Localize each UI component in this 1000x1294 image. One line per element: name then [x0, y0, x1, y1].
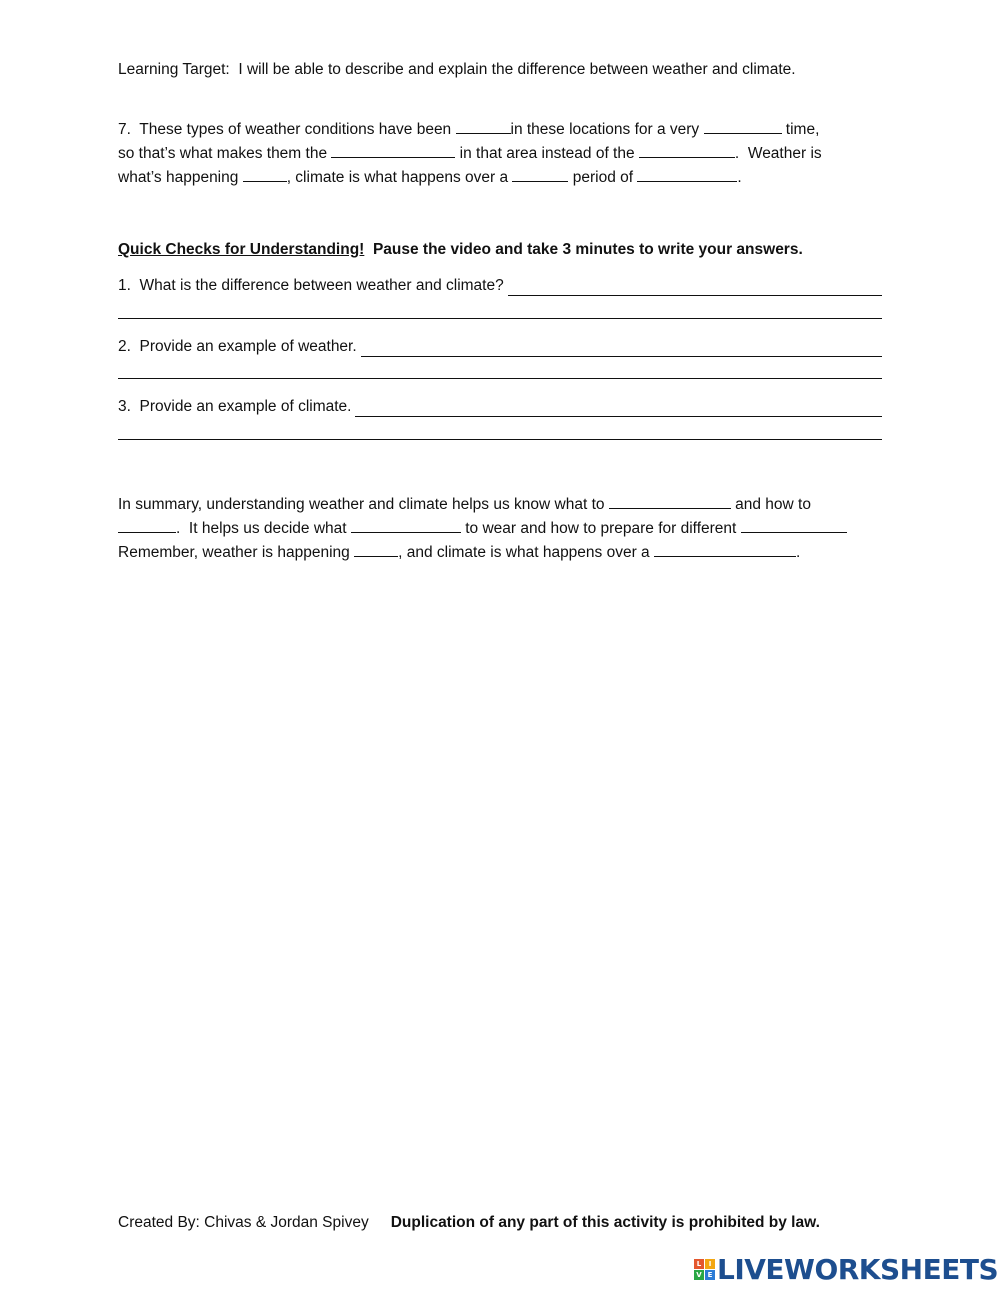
q7-blank-2[interactable] [704, 119, 782, 134]
liveworksheets-logo [694, 1254, 998, 1284]
q7-text: in that area instead of the [455, 145, 639, 162]
q7-text: so that’s what makes them the [118, 145, 332, 162]
footer-credit: Created By: Chivas & Jordan Spivey [118, 1214, 369, 1231]
summary-text: and how to [730, 496, 811, 513]
question-1 [118, 276, 882, 296]
q7-blank-3[interactable] [331, 143, 455, 158]
logo-square-v: V [694, 1270, 704, 1280]
footer [118, 1214, 820, 1232]
summary-text: . It helps us decide what [176, 520, 351, 537]
q7-blank-6[interactable] [512, 167, 568, 182]
q7-line-2 [118, 143, 822, 164]
footer-warning: Duplication of any part of this activity is prohibited by law. [390, 1214, 820, 1231]
q7-text: in these locations for a very [510, 121, 704, 138]
summary-text: to wear and how to prepare for different [460, 520, 741, 537]
logo-text: LIVEWORKSHEETS [717, 1252, 999, 1286]
logo-squares-icon [694, 1259, 715, 1280]
question-3-text: 3. Provide an example of climate. [118, 398, 352, 415]
q7-text: . [737, 169, 742, 186]
question-2-answer-line[interactable] [361, 341, 882, 357]
logo-square-i: I [705, 1259, 715, 1269]
summary-text: , and climate is what happens over a [398, 544, 654, 561]
summary-line-1 [118, 494, 811, 515]
summary-blank-4[interactable] [741, 518, 847, 533]
question-2-text: 2. Provide an example of weather. [118, 338, 357, 355]
question-3-answer-line-2[interactable] [118, 439, 882, 440]
summary-blank-5[interactable] [354, 542, 398, 557]
summary-line-2 [118, 518, 847, 539]
summary-line-3 [118, 542, 800, 563]
summary-blank-6[interactable] [654, 542, 796, 557]
summary-text: In summary, understanding weather and climate helps us know what to [118, 496, 609, 513]
question-1-answer-line-2[interactable] [118, 318, 882, 319]
learning-target: Learning Target: I will be able to describe and explain the difference between weather and climate. [118, 61, 796, 78]
summary-blank-2[interactable] [118, 518, 176, 533]
q7-text: 7. These types of weather conditions have been [118, 121, 456, 138]
question-1-answer-line[interactable] [508, 280, 882, 296]
q7-blank-4[interactable] [639, 143, 735, 158]
q7-text: period of [568, 169, 638, 186]
quick-checks-title: Quick Checks for Understanding! [118, 241, 365, 258]
question-3-answer-line[interactable] [355, 401, 882, 417]
q7-blank-5[interactable] [243, 167, 287, 182]
quick-checks-instruction: Pause the video and take 3 minutes to write your answers. [364, 241, 803, 258]
q7-text: time, [781, 121, 820, 138]
question-3 [118, 397, 882, 417]
quick-checks-heading [118, 240, 803, 260]
logo-square-e: E [705, 1270, 715, 1280]
q7-blank-7[interactable] [637, 167, 737, 182]
q7-blank-1[interactable] [456, 119, 511, 134]
q7-line-3 [118, 167, 742, 188]
q7-line-1 [118, 119, 819, 140]
logo-square-l: L [694, 1259, 704, 1269]
q7-text: . Weather is [734, 145, 822, 162]
question-2-answer-line-2[interactable] [118, 378, 882, 379]
q7-text: , climate is what happens over a [286, 169, 513, 186]
question-1-text: 1. What is the difference between weather and climate? [118, 277, 504, 294]
summary-blank-1[interactable] [609, 494, 731, 509]
q7-text: what’s happening [118, 169, 243, 186]
summary-text: . [796, 544, 801, 561]
summary-blank-3[interactable] [351, 518, 461, 533]
question-2 [118, 337, 882, 357]
summary-text: Remember, weather is happening [118, 544, 355, 561]
